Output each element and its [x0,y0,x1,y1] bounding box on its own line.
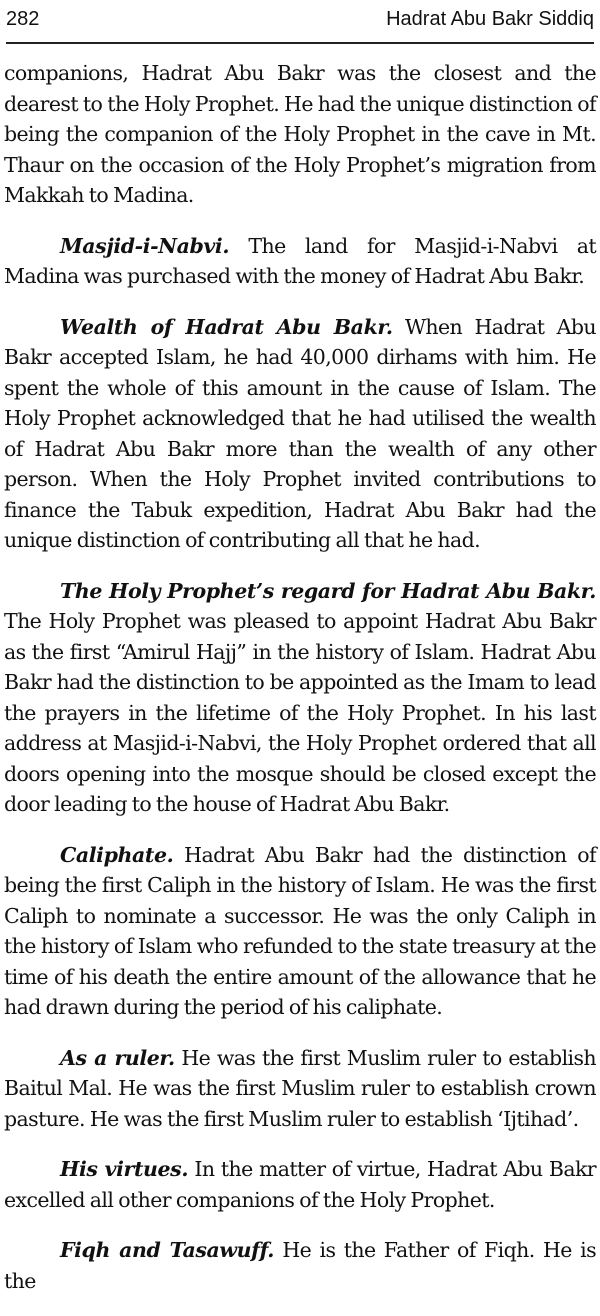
paragraph-ruler [0,1043,600,1135]
paragraph-text: He is the Father of Fiqh. He is the [4,1238,597,1293]
paragraph-fiqh [0,1235,600,1296]
paragraph-masjid-i-nabvi [0,231,600,292]
paragraph-heading: Wealth of Hadrat Abu Bakr. [60,314,393,339]
page-number: 282 [6,8,40,30]
paragraph-heading: His virtues. [60,1157,189,1181]
paragraph-text: companions, Hadrat Abu Bakr was the closest and the dearest to the Holy Prophet. He had the unique distinction of being the companion of the Holy Prophet in the cave in Mt. Thaur on the occasion of the Holy Prophet’s migration from Makkah to Madina. [4,61,596,207]
running-header [6,2,594,44]
paragraph-caliphate [0,840,600,1023]
running-title: Hadrat Abu Bakr Siddiq [386,8,594,30]
paragraph-heading: Caliphate. [60,842,174,867]
paragraph-regard [0,576,600,820]
paragraph-text: When Hadrat Abu Bakr accepted Islam, he had 40,000 dirhams with him. He spent the whole of this amount in the cause of Islam. The Holy Prophet acknowledged that he had utilised the wealth of Hadrat Abu Bakr more than the wealth of any other person. When the Holy Prophet invited contributions to finance the Tabuk expedition, Hadrat Abu Bakr had the unique distinction of contributing all that he had. [4,314,597,552]
body-text [0,58,600,1316]
paragraph-text: In the matter of virtue, Hadrat Abu Bakr excelled all other companions of the Holy Prophet. [4,1157,596,1212]
paragraph-text: Hadrat Abu Bakr had the distinction of being the first Caliph in the history of Islam. He was the first Caliph to nominate a successor. He was the only Caliph in the history of Islam who refunded to the state treasury at the time of his death the entire amount of the allowance that he had drawn during the period of his caliphate. [4,842,596,1019]
paragraph-heading: The Holy Prophet’s regard for Hadrat Abu Bakr. [60,578,596,603]
paragraph-continuation [0,58,600,211]
paragraph-text: The Holy Prophet was pleased to appoint Hadrat Abu Bakr as the first “Amirul Hajj” in the history of Islam. Hadrat Abu Bakr had the distinction to be appointed as the Imam to lead the prayers in the lifetime of the Holy Prophet. In his last address at Masjid-i-Nabvi, the Holy Prophet ordered that all doors opening into the mosque should be closed except the door leading to the house of Hadrat Abu Bakr. [4,609,596,816]
paragraph-heading: Fiqh and Tasawuff. [60,1238,275,1262]
paragraph-heading: As a ruler. [60,1045,175,1070]
paragraph-wealth [0,312,600,556]
paragraph-text: The land for Masjid-i-Nabvi at Madina was purchased with the money of Hadrat Abu Bakr. [4,233,596,288]
paragraph-virtues [0,1154,600,1215]
paragraph-text: He was the first Muslim ruler to establish Baitul Mal. He was the first Muslim ruler to establish crown pasture. He was the first Muslim ruler to establish ‘Ijtihad’. [4,1045,597,1131]
paragraph-heading: Masjid-i-Nabvi. [60,233,230,258]
